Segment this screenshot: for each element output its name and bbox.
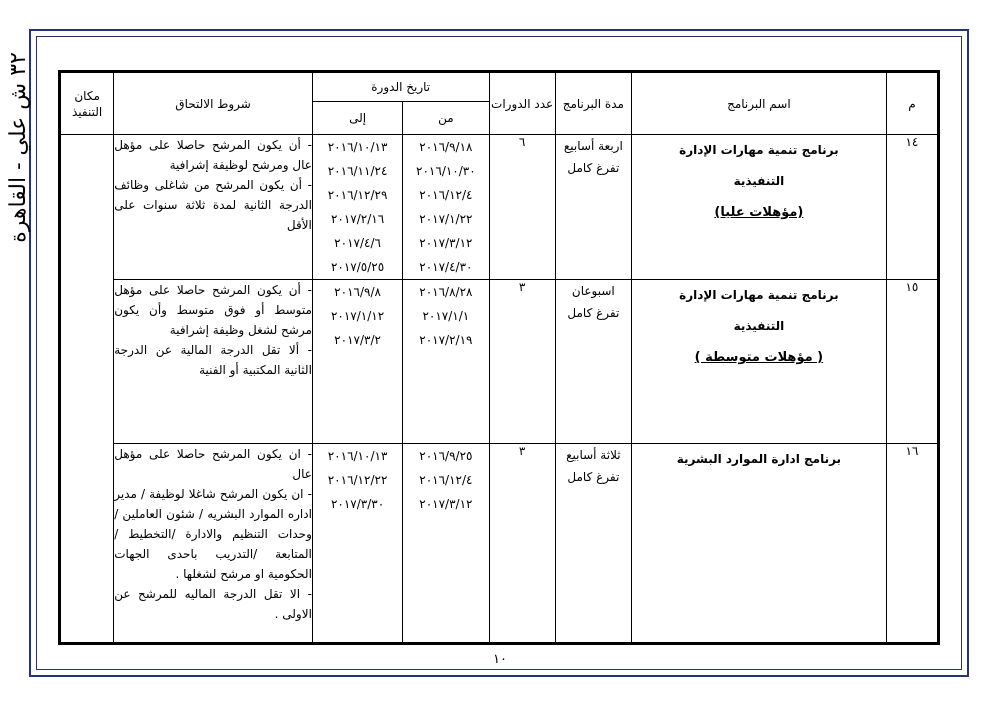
from-dates-cell [403,280,489,444]
from-dates-cell [403,135,489,280]
duration-cell [555,444,631,644]
conditions-cell [114,280,313,444]
program-name: برنامج ادارة الموارد البشرية [676,452,842,466]
date-from: ٢٠١٦/١٢/٤ [419,188,473,202]
date-from: ٢٠١٦/٨/٢٨ [419,285,473,299]
to-dates-cell [312,280,402,444]
duration-mode: تفرغ كامل [567,470,620,484]
conditions-cell [114,135,313,280]
table-row [60,135,939,280]
course-count: ٦ [489,135,555,280]
condition-item: - ان يكون المرشح حاصلا على مؤهل عال [114,447,312,481]
duration-length: اسبوعان [571,284,615,298]
date-from: ٢٠١٦/٩/٢٥ [419,449,473,463]
date-from: ٢٠١٦/٩/١٨ [419,140,473,154]
duration-length: اربعة أسابيع [563,139,623,153]
date-from: ٢٠١٧/٤/٣٠ [419,260,473,274]
duration-cell [555,280,631,444]
place-value: ٣٢ ش علي - القاهرة [5,52,31,243]
header-to: إلى [312,102,402,135]
header-index: م [886,72,938,135]
date-to: ٢٠١٦/١٠/١٣ [327,449,388,463]
date-to: ٢٠١٧/١/١٢ [330,309,385,323]
date-from: ٢٠١٦/١٠/٣٠ [416,164,476,178]
header-conditions: شروط الالتحاق [114,72,313,135]
program-name-sub: التنفيذية [733,319,785,333]
conditions-cell [114,444,313,644]
date-from: ٢٠١٧/٣/١٢ [419,236,473,250]
program-name: برنامج تنمية مهارات الإدارة [679,288,839,302]
condition-item: - أن يكون المرشح حاصلا على مؤهل متوسط أو فوق متوسط وأن يكون مرشح لشغل وظيفة إشرافية [114,283,312,337]
table-row [60,444,939,644]
program-name-cell [631,280,886,444]
date-to: ٢٠١٧/٣/٢ [334,333,381,347]
date-from: ٢٠١٧/٣/١٢ [419,497,473,511]
date-to: ٢٠١٦/١١/٢٤ [327,164,388,178]
row-index: ١٦ [886,444,938,644]
condition-item: - أن يكون المرشح من شاغلى وظائف الدرجة الثانية لمدة ثلاثة سنوات على الأقل [114,178,312,232]
program-name-cell [631,135,886,280]
condition-item: - أن يكون المرشح حاصلا على مؤهل عال ومرشح لوظيفة إشرافية [114,138,312,172]
condition-item: - الا تقل الدرجة الماليه للمرشح عن الاولى . [114,587,312,621]
duration-mode: تفرغ كامل [567,306,620,320]
header-count: عدد الدورات [489,72,555,135]
duration-cell [555,135,631,280]
date-from: ٢٠١٧/٢/١٩ [419,333,473,347]
programs-table [5,52,940,645]
header-course-date: تاريخ الدورة [312,72,489,102]
date-to: ٢٠١٧/٣/٣٠ [330,497,385,511]
page-number: ١٠ [493,652,507,667]
condition-item: - ألا تقل الدرجة المالية عن الدرجة الثانية المكتبية أو الفنية [114,343,312,377]
duration-length: ثلاثة أسابيع [566,448,621,462]
program-qualification: (مؤهلات عليا) [714,205,804,220]
program-name-sub: التنفيذية [733,174,785,188]
header-from: من [403,102,489,135]
course-count: ٣ [489,280,555,444]
from-dates-cell [403,444,489,644]
date-from: ٢٠١٧/١/٢٢ [419,212,473,226]
date-from: ٢٠١٦/١٢/٤ [419,473,473,487]
program-qualification: ( مؤهلات متوسطة ) [694,350,824,365]
course-count: ٣ [489,444,555,644]
date-to: ٢٠١٦/٩/٨ [334,285,381,299]
date-to: ٢٠١٦/١٢/٢٩ [327,188,388,202]
program-name: برنامج تنمية مهارات الإدارة [679,143,839,157]
date-to: ٢٠١٦/١٠/١٣ [327,140,388,154]
date-from: ٢٠١٧/١/١ [422,309,470,323]
to-dates-cell [312,444,402,644]
to-dates-cell [312,135,402,280]
row-index: ١٥ [886,280,938,444]
header-place: مكان التنفيذ [60,72,114,135]
header-program-name: اسم البرنامج [631,72,886,135]
duration-mode: تفرغ كامل [567,161,620,175]
program-name-cell [631,444,886,644]
date-to: ٢٠١٦/١٢/٢٢ [327,473,388,487]
table-row [60,280,939,444]
row-index: ١٤ [886,135,938,280]
header-duration: مدة البرنامج [555,72,631,135]
condition-item: - ان يكون المرشح شاغلا لوظيفة / مدير اداره الموارد البشريه / شئون العاملين / وحدات التنظيم والادارة /التخطيط /المتابعة /التدريب باحدى الجهات الحكومية او مرشح لشغلها . [114,487,312,581]
date-to: ٢٠١٧/٢/١٦ [330,212,385,226]
date-to: ٢٠١٧/٤/٦ [334,236,381,250]
date-to: ٢٠١٧/٥/٢٥ [330,260,385,274]
